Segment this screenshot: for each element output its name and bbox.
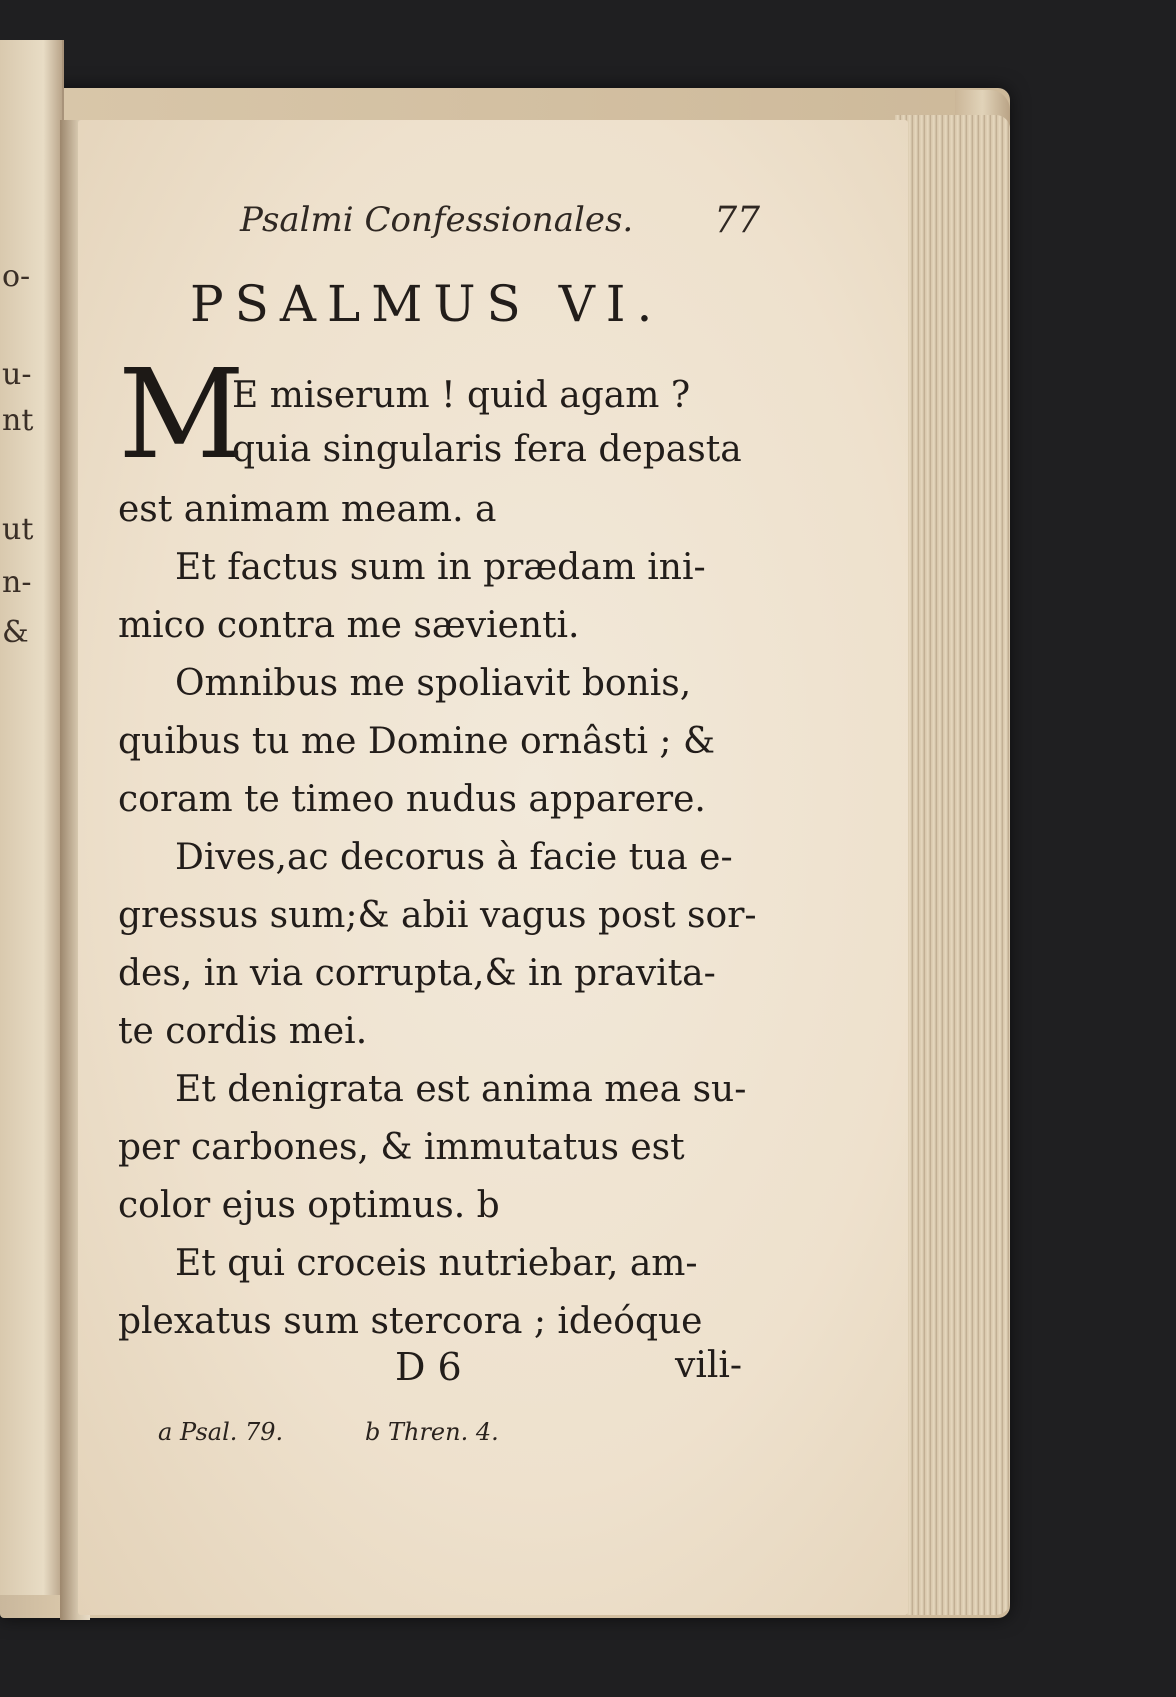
signature-mark: D 6: [395, 1345, 462, 1389]
text-line: Omnibus me spoliavit bonis,: [175, 663, 692, 704]
text-line: color ejus optimus. b: [118, 1185, 500, 1226]
running-title: Psalmi Confessionales.: [240, 200, 634, 240]
catchword: vili-: [675, 1345, 743, 1386]
text-line: Et factus sum in prædam ini-: [175, 547, 706, 588]
text-line: E miserum ! quid agam ?: [232, 375, 691, 416]
psalm-title: PSALMUS VI.: [190, 275, 664, 333]
text-line: gressus sum;& abii vagus post sor-: [118, 895, 757, 936]
drop-capital: M: [118, 343, 245, 487]
left-page-fragment: ut: [2, 512, 34, 547]
text-line: Et qui croceis nutriebar, am-: [175, 1243, 698, 1284]
text-line: plexatus sum stercora ; ideóque: [118, 1301, 703, 1342]
text-line: per carbones, & immutatus est: [118, 1127, 685, 1168]
text-line: coram te timeo nudus apparere.: [118, 779, 706, 820]
text-line: des, in via corrupta,& in pravita-: [118, 953, 716, 994]
text-line: mico contra me sævienti.: [118, 605, 580, 646]
page-block-edge: [895, 115, 1010, 1615]
footnote-b: b Thren. 4.: [365, 1418, 499, 1446]
left-page-fragment: n-: [2, 565, 32, 600]
left-page-fragment: nt: [2, 403, 34, 438]
text-line: Dives,ac decorus à facie tua e-: [175, 837, 733, 878]
text-line: quibus tu me Domine ornâsti ; &: [118, 721, 716, 762]
left-page-fragment: u-: [2, 357, 32, 392]
left-page-fragment: &: [2, 615, 29, 650]
text-line: quia singularis fera depasta: [232, 429, 742, 470]
text-line: te cordis mei.: [118, 1011, 368, 1052]
page-number: 77: [714, 200, 760, 241]
footnote-a: a Psal. 79.: [158, 1418, 284, 1446]
left-page-edge: [0, 40, 64, 1595]
text-line: est animam meam. a: [118, 489, 497, 530]
text-line: Et denigrata est anima mea su-: [175, 1069, 747, 1110]
left-page-fragment: o-: [2, 259, 31, 294]
